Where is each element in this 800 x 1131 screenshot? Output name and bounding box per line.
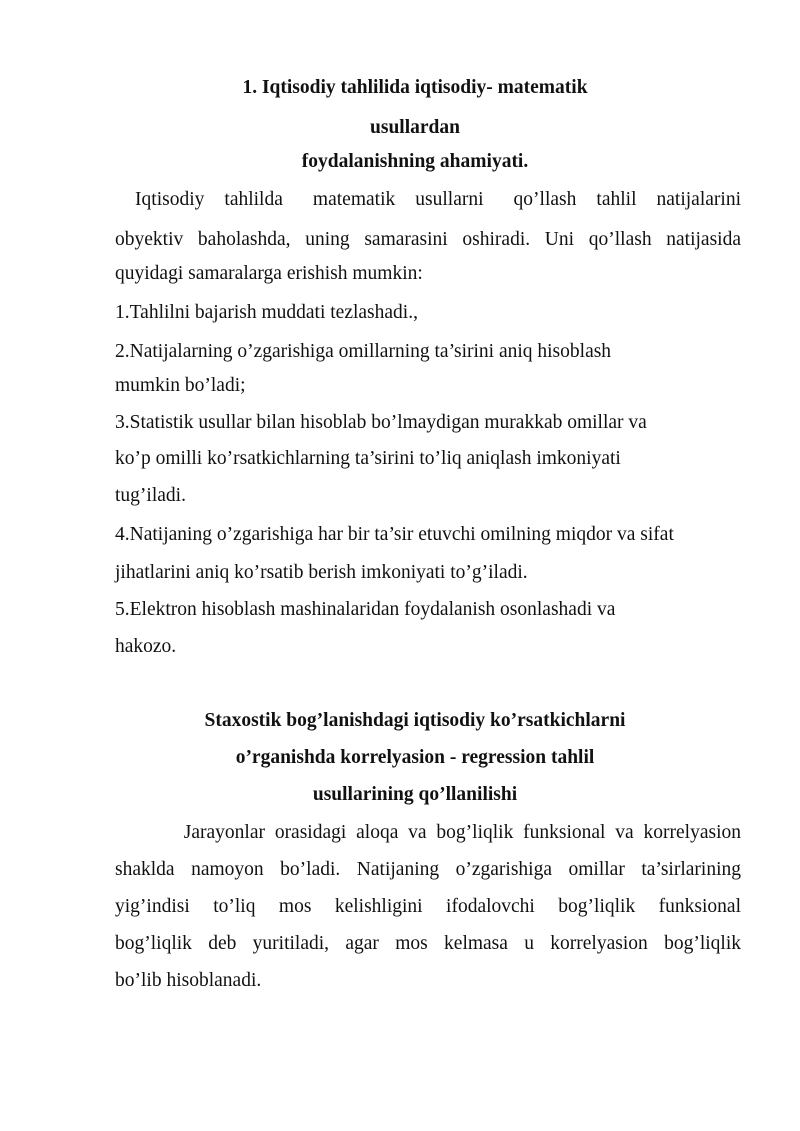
section2-paragraph-line: shaklda namoyon bo’ladi. Natijaning o’zgarishiga omillar ta’sirlarining [115, 859, 741, 880]
section2-paragraph-line: yig’indisi to’liq mos kelishligini ifodalovchi bog’liqlik funksional [115, 896, 741, 917]
list-item: 3.Statistik usullar bilan hisoblab bo’lmaydigan murakkab omillar va [115, 412, 647, 433]
list-item: mumkin bo’ladi; [115, 375, 246, 396]
section2-paragraph-line: bo’lib hisoblanadi. [115, 970, 262, 991]
list-item: hakozo. [115, 636, 177, 657]
section2-paragraph-line: Jarayonlar orasidagi aloqa va bog’liqlik funksional va korrelyasion [115, 822, 741, 843]
list-item: 4.Natijaning o’zgarishiga har bir ta’sir etuvchi omilning miqdor va sifat [115, 524, 674, 545]
section1-title-line2: usullardan [370, 117, 460, 138]
section2-title-line3: usullarining qo’llanilishi [312, 784, 518, 805]
section2-title-line1: Staxostik bog’lanishdagi iqtisodiy ko’rsatkichlarni [204, 710, 626, 731]
list-item: 5.Elektron hisoblash mashinalaridan foydalanish osonlashadi va [115, 599, 616, 620]
list-item: 1.Tahlilni bajarish muddati tezlashadi., [115, 302, 418, 323]
section1-intro-line: quyidagi samaralarga erishish mumkin: [115, 263, 423, 284]
list-item: jihatlarini aniq ko’rsatib berish imkoniyati to’g’iladi. [115, 562, 528, 583]
section2-paragraph-line: bog’liqlik deb yuritiladi, agar mos kelmasa u korrelyasion bog’liqlik [115, 933, 741, 954]
section2-title-line2: o’rganishda korrelyasion - regression tahlil [235, 747, 595, 768]
section1-intro-line: obyektiv baholashda, uning samarasini oshiradi. Uni qo’llash natijasida [115, 229, 741, 250]
list-item: tug’iladi. [115, 485, 186, 506]
section1-title-line3: foydalanishning ahamiyati. [301, 151, 529, 172]
list-item: ko’p omilli ko’rsatkichlarning ta’sirini to’liq aniqlash imkoniyati [115, 448, 621, 469]
section1-intro-line: Iqtisodiy tahlilda matematik usullarni qo’llash tahlil natijalarini [115, 189, 741, 210]
list-item: 2.Natijalarning o’zgarishiga omillarning ta’sirini aniq hisoblash [115, 341, 612, 362]
section1-title-line1: 1. Iqtisodiy tahlilida iqtisodiy- matematik [242, 77, 588, 98]
